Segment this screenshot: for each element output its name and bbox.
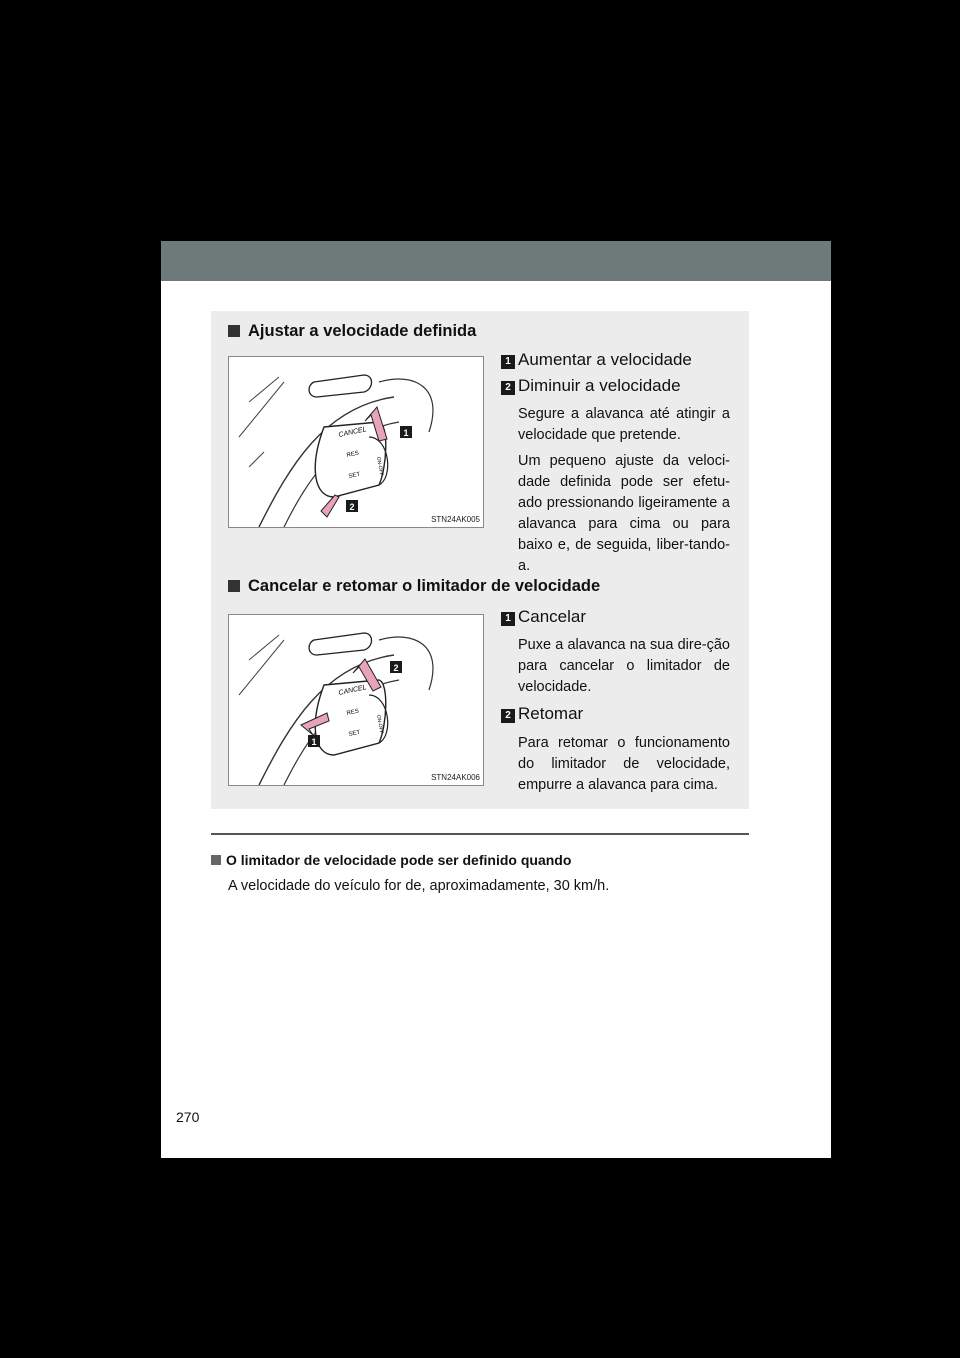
desc-resume: Para retomar o funcionamento do limitador de velocidade, empurre a alavanca para cima. (518, 735, 730, 793)
page-number: 270 (176, 1109, 200, 1125)
desc-hold-lever: Segure a alavanca até atingir a velocidade que pretende. (518, 406, 730, 443)
number-badge: 1 (501, 355, 515, 369)
arrow-down-icon (321, 495, 339, 517)
callout-2: 2 (349, 502, 355, 512)
item-label: Cancelar (518, 607, 587, 626)
manual-page (161, 241, 831, 1158)
square-bullet-icon (211, 855, 221, 865)
lever-res-label: RES (346, 708, 360, 717)
lever-illustration (229, 357, 484, 528)
section-title-cancel-resume (228, 577, 600, 596)
content-panel (211, 311, 749, 809)
number-badge: 1 (501, 612, 515, 626)
section-title-text: Ajustar a velocidade definida (248, 322, 477, 340)
desc-cancel: Puxe a alavanca na sua dire-ção para cancelar o limitador de velocidade. (518, 637, 730, 695)
callout-1: 1 (403, 428, 409, 438)
item-label: Retomar (518, 704, 584, 723)
lever-cancel-label: CANCEL (337, 426, 368, 439)
lever-illustration (229, 615, 484, 786)
lever-cancel-label: CANCEL (337, 684, 368, 697)
note-title-text: O limitador de velocidade pode ser definido quando (226, 852, 572, 868)
item-label: Aumentar a velocidade (518, 350, 692, 369)
number-badge: 2 (501, 381, 515, 395)
figure-code: STN24AK005 (431, 515, 480, 524)
item-resume (501, 704, 583, 724)
section-title-adjust (228, 322, 476, 341)
section-title-text: Cancelar e retomar o limitador de velocidade (248, 577, 601, 595)
lever-onoff-label: ON-OFF (375, 456, 385, 477)
square-bullet-icon (228, 580, 240, 592)
lever-set-label: SET (348, 471, 361, 480)
figure-lever-adjust (228, 356, 484, 528)
header-bar (161, 241, 831, 281)
figure-code: STN24AK006 (431, 773, 480, 782)
note-text: A velocidade do veículo for de, aproximadamente, 30 km/h. (228, 878, 610, 894)
item-label: Diminuir a velocidade (518, 376, 681, 395)
note-title (211, 852, 571, 868)
lever-set-label: SET (348, 729, 361, 738)
callout-1: 1 (311, 737, 317, 747)
number-badge: 2 (501, 709, 515, 723)
figure-lever-cancel (228, 614, 484, 786)
callout-2: 2 (393, 663, 399, 673)
item-cancel (501, 607, 586, 627)
item-increase-speed (501, 350, 692, 370)
desc-small-adjust: Um pequeno ajuste da veloci-dade definida pode ser efetu-ado pressionando ligeiramente a alavanca para cima ou para baixo e, de seguida, liber-tando-a. (518, 453, 730, 574)
square-bullet-icon (228, 325, 240, 337)
lever-res-label: RES (346, 450, 360, 459)
lever-onoff-label: ON-OFF (375, 714, 385, 735)
item-decrease-speed (501, 376, 681, 396)
divider (211, 833, 749, 835)
